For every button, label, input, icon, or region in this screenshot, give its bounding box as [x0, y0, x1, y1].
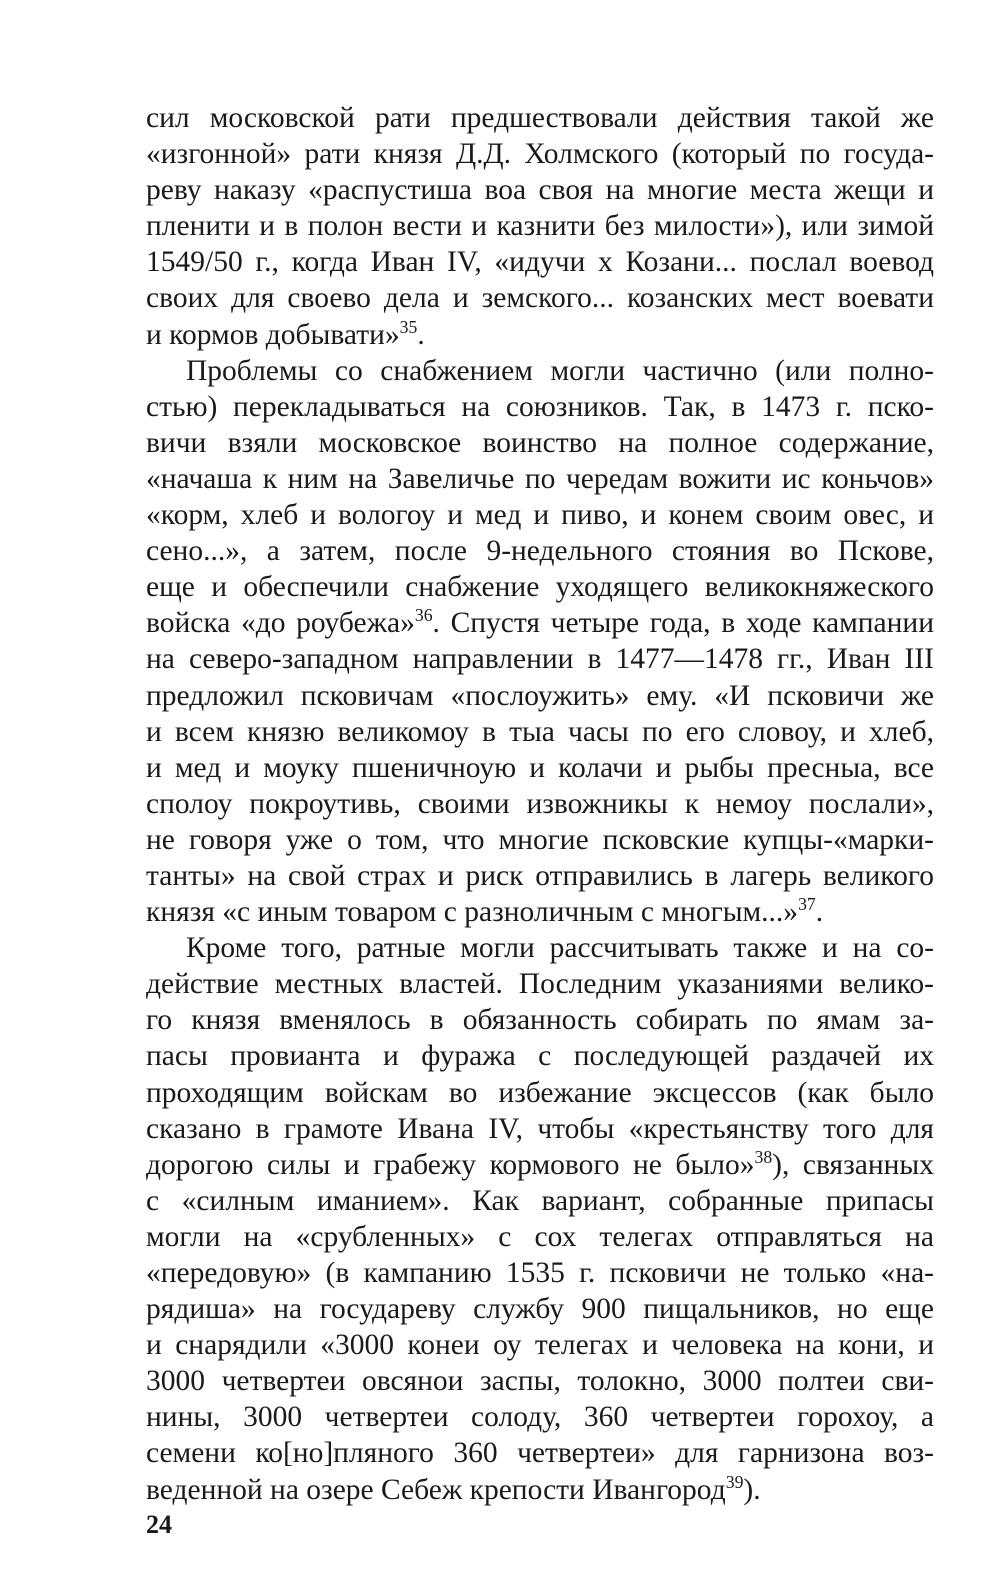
line-text: го князя вменялось в обязанность собирать по ямам за-	[146, 1004, 934, 1037]
line-text: 3000 четвертеи овсянои заспы, толокно, 3000 полтеи сви-	[146, 1365, 934, 1398]
line-text: проходящим войскам во избежание эксцессов (как было	[146, 1076, 934, 1109]
text-line	[146, 1472, 934, 1508]
text-line	[146, 569, 934, 605]
text-line	[146, 714, 934, 750]
footnote-ref: 35	[399, 316, 418, 337]
text-line	[146, 1327, 934, 1363]
text-line	[146, 1111, 934, 1147]
footnote-ref: 36	[414, 605, 433, 626]
line-text: нины, 3000 четвертеи солоду, 360 четвертеи горохоу, а	[146, 1401, 934, 1434]
line-text: «передовую» (в кампанию 1535 г. псковичи не только «на-	[146, 1257, 934, 1289]
text-line	[146, 136, 934, 172]
line-text: князя «с иным товаром с разноличным с многым...»	[146, 896, 799, 929]
line-text: сил московской рати предшествовали действия такой же	[146, 102, 934, 134]
line-text: стью) перекладываться на союзников. Так, в 1473 г. пско-	[146, 390, 934, 423]
paragraph	[146, 930, 934, 1508]
line-text: 1549/50 г., когда Иван IV, «идучи х Козани... послал воевод	[146, 246, 934, 279]
line-text: войска «до роубежа»	[146, 607, 415, 640]
text-line	[146, 678, 934, 714]
paragraph	[146, 353, 934, 931]
line-text: «изгонной» рати князя Д.Д. Холмского (который по госуда-	[146, 138, 934, 171]
text-line	[146, 1399, 934, 1435]
line-text-after: .	[815, 896, 824, 929]
line-text: сполоу покроутивь, своими извожникы к немоу послали»,	[146, 787, 934, 820]
text-line	[146, 641, 934, 677]
text-line	[146, 317, 934, 353]
line-text-after: ), связанных	[772, 1148, 934, 1181]
text-line	[146, 1002, 934, 1038]
text-line	[146, 1435, 934, 1471]
text-line	[146, 1363, 934, 1399]
text-line	[146, 425, 934, 461]
line-text: на северо-западном направлении в 1477—1478 гг., Иван III	[146, 643, 934, 676]
text-line	[146, 353, 934, 389]
line-text: дорогою силы и грабежу кормового не было»	[146, 1148, 755, 1181]
line-text: и снарядили «3000 конеи оу телегах и человека на кони, и	[146, 1329, 934, 1362]
line-text: могли на «срубленных» с сох телегах отправляться на	[146, 1220, 934, 1253]
text-line	[146, 858, 934, 894]
text-line	[146, 172, 934, 208]
line-text: рядиша» на государеву службу 900 пищальников, но еще	[146, 1293, 934, 1326]
text-line	[146, 1147, 934, 1183]
line-text: «корм, хлеб и вологоу и мед и пиво, и конем своим овес, и	[146, 499, 934, 532]
text-line	[146, 1291, 934, 1327]
line-text: своих для своево дела и земского... козанских мест воевати	[146, 282, 934, 315]
line-text: пленити и в полон вести и казнити без милости»), или зимой	[146, 210, 934, 243]
line-text: предложил псковичам «послоужить» ему. «И псковичи же	[146, 679, 934, 712]
line-text-after: ).	[743, 1473, 761, 1506]
text-line	[146, 497, 934, 533]
line-text: и всем князю великомоу в тыа часы по его словоу, и хлеб,	[146, 715, 934, 748]
page-number: 24	[146, 1510, 172, 1539]
line-text: веденной на озере Себеж крепости Ивангород	[146, 1473, 726, 1506]
text-line	[146, 280, 934, 316]
line-text: танты» на свой страх и риск отправились в лагерь великого	[146, 859, 934, 892]
line-text: и мед и моуку пшеничноую и колачи и рыбы пресныа, все	[146, 751, 934, 784]
line-text-after: .	[417, 318, 425, 351]
line-text: сено...», а затем, после 9-недельного стояния во Пскове,	[146, 535, 934, 568]
text-line	[146, 605, 934, 641]
line-text: Проблемы со снабжением могли частично (или полно-	[186, 354, 934, 387]
text-line	[146, 100, 934, 136]
line-text: еще и обеспечили снабжение уходящего великокняжеского	[146, 571, 934, 604]
line-text: действие местных властей. Последним указаниями велико-	[146, 968, 934, 1001]
line-text: семени ко[но]пляного 360 четвертеи» для гарнизона воз-	[146, 1437, 934, 1470]
line-text: реву наказу «распустиша воа своя на многие места жещи и	[146, 174, 934, 207]
text-line	[146, 1219, 934, 1255]
text-line	[146, 1183, 934, 1219]
body-text	[146, 100, 934, 1508]
text-line	[146, 894, 934, 930]
text-line	[146, 966, 934, 1002]
line-text: и кормов добывати»	[146, 318, 400, 351]
text-line	[146, 750, 934, 786]
line-text: «начаша к ним на Завеличье по чередам вожити ис коньчов»	[146, 462, 934, 495]
text-line	[146, 1075, 934, 1111]
footnote-ref: 38	[754, 1146, 773, 1167]
text-line	[146, 461, 934, 497]
text-line	[146, 1038, 934, 1074]
text-line	[146, 822, 934, 858]
line-text: не говоря уже о том, что многие псковские купцы-«марки-	[146, 823, 934, 856]
line-text: с «силным иманием». Как вариант, собранные припасы	[146, 1184, 934, 1217]
line-text: Кроме того, ратные могли рассчитывать также и на со-	[186, 932, 934, 965]
text-line	[146, 786, 934, 822]
text-line	[146, 389, 934, 425]
footnote-ref: 39	[725, 1471, 744, 1492]
text-line	[146, 533, 934, 569]
line-text-after: . Спустя четыре года, в ходе кампании	[432, 607, 934, 640]
paragraph	[146, 100, 934, 353]
line-text: сказано в грамоте Ивана IV, чтобы «крестьянству того для	[146, 1112, 934, 1145]
footnote-ref: 37	[798, 894, 816, 915]
text-line	[146, 1255, 934, 1291]
text-line	[146, 930, 934, 966]
line-text: пасы провианта и фуража с последующей раздачей их	[146, 1040, 934, 1073]
text-line	[146, 208, 934, 244]
text-line	[146, 244, 934, 280]
line-text: вичи взяли московское воинство на полное содержание,	[146, 426, 934, 459]
